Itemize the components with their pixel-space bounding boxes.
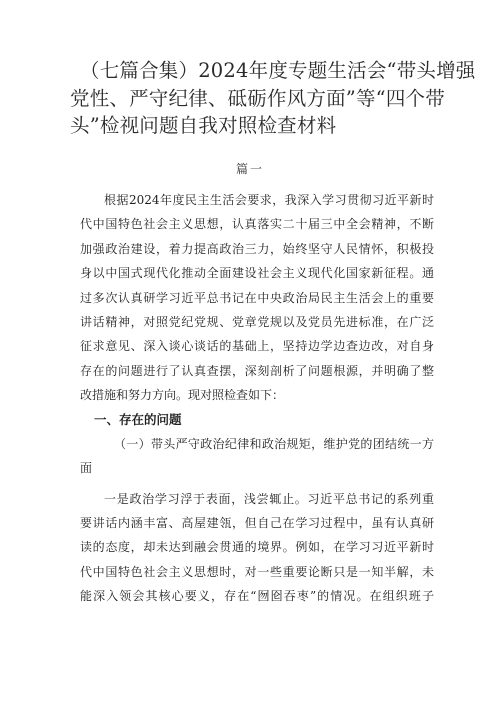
section-heading: 一、存在的问题 bbox=[94, 411, 182, 427]
point-line: 能深入领会其核心要义，存在“囫囵吞枣”的情况。在组织班子 bbox=[80, 589, 434, 604]
document-title bbox=[70, 57, 476, 140]
intro-line: 根据2024年度民主生活会要求，我深入学习贯彻习近平新时 bbox=[104, 193, 434, 207]
title-line-3: 头”检视问题自我对照检查材料 bbox=[70, 114, 337, 137]
intro-line: 加强政治建设，着力提高政治三力，始终坚守人民情怀，积极投 bbox=[80, 241, 434, 256]
title-line-1: （七篇合集）2024年度专题生活会“带头增强 bbox=[80, 59, 476, 82]
intro-line: 改措施和努力方向。现对照检查如下： bbox=[80, 388, 285, 403]
point-line: 读的态度，却未达到融会贯通的境界。例如，在学习习近平新时 bbox=[80, 540, 434, 555]
point-line: 代中国特色社会主义思想时，对一些重要论断只是一知半解，未 bbox=[80, 564, 434, 579]
intro-line: 存在的问题进行了认真查摆，深刻剖析了问题根源，并明确了整 bbox=[80, 363, 434, 378]
title-line-2: 党性、严守纪律、砥砺作风方面”等“四个带 bbox=[70, 86, 445, 110]
intro-line: 代中国特色社会主义思想，认真落实二十届三中全会精神，不断 bbox=[80, 217, 434, 232]
point-line: 要讲话内涵丰富、高屋建瓴，但自己在学习过程中，虽有认真研 bbox=[80, 516, 434, 531]
subsection-line: （一）带头严守政治纪律和政治规矩，维护党的团结统一方 bbox=[114, 436, 434, 451]
point-line: 一是政治学习浮于表面，浅尝辄止。习近平总书记的系列重 bbox=[104, 491, 434, 506]
chapter-label: 篇一 bbox=[235, 162, 264, 176]
intro-line: 讲话精神，对照党纪党规、党章党规以及党员先进标准，在广泛 bbox=[80, 314, 434, 329]
document-body bbox=[80, 188, 434, 609]
subsection-line: 面 bbox=[80, 461, 93, 476]
intro-line: 身以中国式现代化推动全面建设社会主义现代化国家新征程。通 bbox=[80, 266, 434, 281]
intro-line: 过多次认真研学习近平总书记在中央政治局民主生活会上的重要 bbox=[80, 290, 434, 305]
intro-line: 征求意见、深入谈心谈话的基础上，坚持边学边查边改，对自身 bbox=[80, 339, 434, 354]
